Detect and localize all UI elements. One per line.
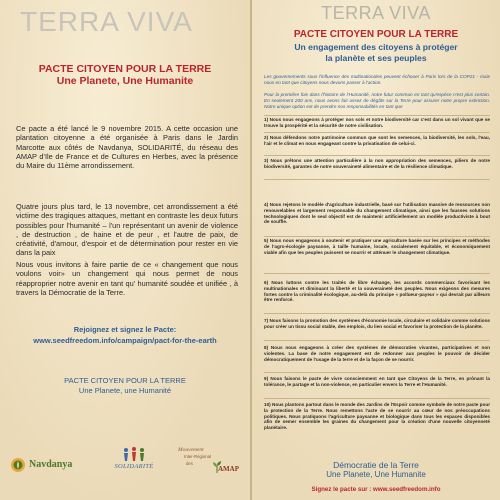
commitment-4: 4) Nous rejetons le modèle d'agriculture industrielle, basé sur l'utilisation massive de ressources non renouvelables et largement responsable du changement climatique, ainsi que les fausses solutions technologiques dont le seul objectif est de maintenir artificiellement un modèle productiviste à bout de souffle. [264,202,490,225]
sign-link[interactable]: Signez le pacte sur : www.seedfreedom.info [311,486,441,493]
right-page [252,0,500,500]
amap-line-4: AMAP [218,465,239,473]
navdanya-label: Navdanya [29,459,73,470]
commitment-5: 5) Nous nous engageons à soutenir et pratiquer une agriculture basée sur les principes et méthodes de l'agro-écologie paysanne, à taille humaine, locale, socialement équitable, et économiquement viable afin que les peuples puissent se nourrir et atténuer le changement climatique. [264,238,490,255]
amap-line-1: Mouvement [178,447,204,453]
separator [264,132,490,133]
commitment-8: 8) Nous nous engageons à créer des systèmes de démocraties vivantes, participatives et non violentes. La base de notre engagement est de redonner aux peuples le pouvoir de décider démocratiquement de l'usage de la terre et de la façon de se nourrir. [264,345,490,362]
footer-motto: Une Planete, Une Humanite [326,470,426,479]
commitment-2: 2) Nous défendons notre patrimoine commun que sont les semences, la biodiversité, les sols, l'eau, l'air et le climat en nous engageant contre la privatisation de celui-ci. [264,135,490,146]
paragraph-launch: Ce pacte a été lancé le 9 novembre 2015. A cette occasion une plantation citoyenne a été organisée à Paris dans le Jardin Marcotte aux côtés de Navdanya, SOLIDARITÉ, du réseau des AMAP d'Ile de France et de Cultures en Herbes, avec la présence du Maire du 11ème arrondissement. [16,124,238,171]
footer-democracy: Démocratie de la Terre [333,460,419,470]
intro-paragraph-1: Les gouvernements sous l'influence des multinationales peuvent échouer à Paris lors de la COP21 - mais nous en tant que citoyens nous devons passer à l'action. [264,74,490,85]
commitment-7: 7) Nous faisons la promotion des systèmes d'économie locale, circulaire et solidaire comme solutions pour créer un tissu social stable, des emplois, du lien social et favoriser la protection de la planète. [264,318,490,329]
separator [264,179,490,180]
separator [264,115,490,116]
paragraph-attacks: Quatre jours plus tard, le 13 novembre, cet arrondissement a été victime des tragiques attaques, mettant en contraste les deux futurs possibles pour l'humanité – l'un représentant un avenir de violence , de destruction , de haine et de peur , et l'autre de paix, de créativité, d'amour, d'espoir et de détermination pour rester en vie dans la paix [16,202,238,258]
navdanya-logo [10,451,84,477]
commitment-1: 1) Nous nous engageons à protéger nos sols et notre biodiversité car c'est dans un sol vivant que se trouve la prospérité et la sécurité de notre civilisation. [264,117,490,128]
solidarite-figures-icon [104,445,164,463]
pact-title-right: PACTE CITOYEN POUR LA TERRE [293,29,459,40]
paragraph-invitation: Nous vous invitons à faire partie de ce « changement que nous voulons voir» un changement qui nous permet de nous réapproprier notre avenir en tant qu' humanité soudée et unifiée , à travers la Démocratie de la Terre. [16,260,238,297]
separator [264,236,490,237]
footer-subtitle: Une Planete, une Humanité [78,386,172,395]
separator [264,273,490,274]
intro-paragraph-2: Pour la première fois dans l'histoire de l'Humanité, notre futur commun en tant qu'espèce n'est plus certain. En seulement 200 ans, nous avons fait assez de dégâts sur la Terre pour assurer notre propre extinction. Notre unique option est de prendre nos responsabilités en tant que [264,92,490,109]
commitment-9: 9) Nous faisons le pacte de vivre consciemment en tant que Citoyens de la Terre, en prônant la tolérance, le partage et la non-violence, en particulier envers la Terre et l'Humanité. [264,376,490,387]
brand-title-right: TERRA VIVA [321,3,431,23]
amap-line-3: des [186,461,193,466]
seed-icon [10,457,26,473]
solidarite-logo [104,445,164,479]
pact-subtitle: Une Planete, Une Humanite [56,75,194,87]
amap-line-2: Inter-Régional [184,454,211,459]
separator [264,313,490,314]
separator [264,398,490,399]
pact-subtitle-line-2: la planète et ses peuples [325,53,427,63]
commitment-3: 3) Nous prêtons une attention particulière à la non appropriation des semences, piliers de notre biodiversité, garantes de notre souveraineté alimentaire et de la résilience climatique. [264,158,490,169]
solidarite-label: SOLIDARITÉ [114,463,154,470]
separator [264,155,490,156]
partner-logos [0,443,250,483]
brand-title: TERRA VIVA [20,6,193,37]
amap-logo [178,443,242,481]
separator [264,372,490,373]
pact-title: PACTE CITOYEN POUR LA TERRE [38,63,212,75]
campaign-link[interactable]: www.seedfreedom.info/campaign/pact-for-the-earth [33,336,217,345]
commitment-6: 6) Nous luttons contre les traités de libre échange, les accords commerciaux favorisant les multinationales et diminuant la liberté et la souveraineté des peuples. Nous exigeons des mesures fortes contre la criminalité écologique, au-delà du principe « pollueur-payeur » qui devrait par ailleurs être renforcé. [264,280,490,303]
separator [264,340,490,341]
footer-title: PACTE CITOYEN POUR LA TERRE [64,376,186,385]
commitment-10: 10) Nous plantons partout dans le monde des Jardins de l'Espoir comme symbole de notre pacte pour la protection de la Terre. Nous remettons l'acte de se nourrir au cœur de nos préoccupations politiques. Nous pratiquons l'agriculture paysanne et biologique dans tous les espaces disponibles afin de semer ensemble les graines du changement pour la création d'une nouvelle citoyenneté planétaire. [264,402,490,430]
pact-subtitle-line-1: Un engagement des citoyens à protéger [294,42,458,52]
join-label: Rejoignez et signez le Pacte: [73,325,177,334]
